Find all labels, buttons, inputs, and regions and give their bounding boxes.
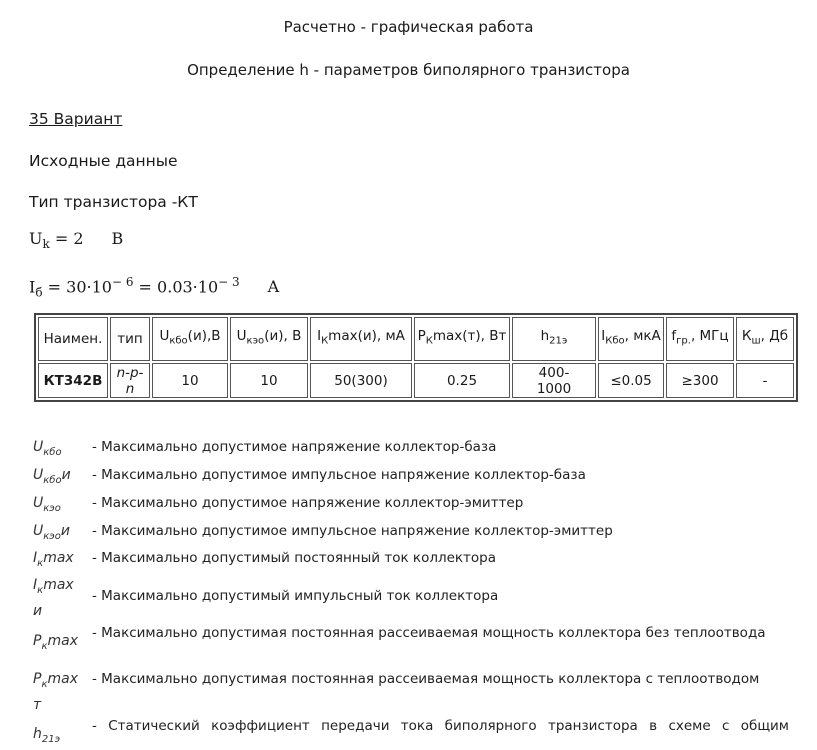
formula-ib (29, 275, 279, 300)
table-cell-ksh: - (736, 363, 794, 398)
transistor-parameters-table (34, 313, 798, 402)
definition-text: - Максимально допустимое напряжение коллектор-база (92, 439, 497, 455)
table-header-cell: $I_К\max(и)$, мА (310, 317, 412, 361)
table-cell-fgr: ≥300 (666, 363, 734, 398)
definition-text: - Максимально допустимое импульсное напряжение коллектор-база (92, 467, 586, 483)
transistor-type-line: Тип транзистора -КТ (29, 193, 198, 211)
definition-item (33, 548, 789, 570)
table-header-cell: $Р_К\max(т)$, Вт (414, 317, 510, 361)
definition-item (33, 575, 789, 619)
formula-uk (29, 229, 123, 251)
definition-text: - Максимально допустимая постоянная рассеиваемая мощность коллектора с теплоотводом (92, 671, 760, 687)
table-cell-type: n-p- n (110, 363, 150, 398)
table-header-cell: Наимен. (38, 317, 108, 361)
document-subtitle: Определение h - параметров биполярного транзистора (187, 61, 630, 79)
definition-item (33, 493, 789, 515)
table-cell-ikbo: ≤0.05 (598, 363, 664, 398)
definition-item (33, 437, 789, 459)
document-title: Расчетно - графическая работа (283, 18, 534, 36)
variant-label: 35 Вариант (29, 110, 123, 128)
formula-ib-var: I (29, 277, 36, 297)
definition-text: - Максимально допустимая постоянная рассеиваемая мощность коллектора без теплоотвода (92, 625, 766, 641)
formula-uk-var: U (29, 229, 43, 248)
table-header-cell: $К_ш$, Дб (736, 317, 794, 361)
table-header-cell: $U_{кбо}(и),В$ (152, 317, 228, 361)
definition-text: - Максимально допустимый импульсный ток коллектора (92, 588, 499, 604)
formula-ib-unit: A (267, 277, 280, 297)
table-cell-name: КТ342В (38, 363, 108, 398)
table-header-cell: тип (110, 317, 150, 361)
formula-uk-rest: = 2 (49, 229, 84, 248)
definition-symbol: $U_{кбо}$ (33, 439, 62, 458)
definition-symbol: $U_{кбо}и$ (33, 467, 71, 486)
table-cell-h21e: 400- 1000 (512, 363, 596, 398)
definition-item (33, 465, 789, 487)
formula-ib-exp2: − 3 (218, 275, 240, 289)
definition-item (33, 716, 789, 745)
definition-symbol: $P_к\max$ т (33, 671, 79, 713)
table-header-cell: $h_{21э}$ (512, 317, 596, 361)
table-cell-ukeo: 10 (230, 363, 308, 398)
definition-item (33, 623, 789, 665)
definition-text: - Максимально допустимое напряжение коллектор-эмиттер (92, 495, 524, 511)
definition-symbol: $I_к\max$ (33, 550, 74, 569)
table-header-cell: $f_{гр.}$, МГц (666, 317, 734, 361)
formula-uk-sub: k (42, 237, 50, 252)
table-cell-pkmax: 0.25 (414, 363, 510, 398)
formula-ib-eq2: = 0.03·10 (133, 277, 219, 297)
formula-ib-eq1: = 30·10 (42, 277, 112, 297)
definition-symbol: $I_к\max$ и (33, 577, 74, 619)
table-header-cell: $U_{кэо}(и)$, В (230, 317, 308, 361)
definition-item (33, 669, 789, 711)
definition-text: - Статический коэффициент передачи тока биполярного транзистора в схеме с общим (92, 718, 789, 734)
table-cell-ukbo: 10 (152, 363, 228, 398)
table-header-row (38, 317, 794, 361)
definition-symbol: $U_{кэо}и$ (33, 523, 71, 542)
formula-ib-exp1: − 6 (111, 275, 134, 289)
definition-item (33, 521, 789, 543)
initial-data-label: Исходные данные (29, 152, 178, 170)
definition-symbol: $P_к\max$ (33, 633, 79, 652)
formula-uk-unit: B (111, 229, 124, 248)
definition-text: - Максимально допустимое импульсное напряжение коллектор-эмиттер (92, 523, 613, 539)
table-cell-ikmax: 50(300) (310, 363, 412, 398)
definition-symbol: $U_{кэо}$ (33, 495, 61, 514)
definition-text: - Максимально допустимый постоянный ток коллектора (92, 550, 497, 566)
formula-ib-sub: б (35, 285, 43, 300)
definition-symbol: $h_{21э}$ (33, 726, 61, 745)
table-header-cell: $I_{Кбо}$, мкА (598, 317, 664, 361)
table-row (38, 363, 794, 398)
